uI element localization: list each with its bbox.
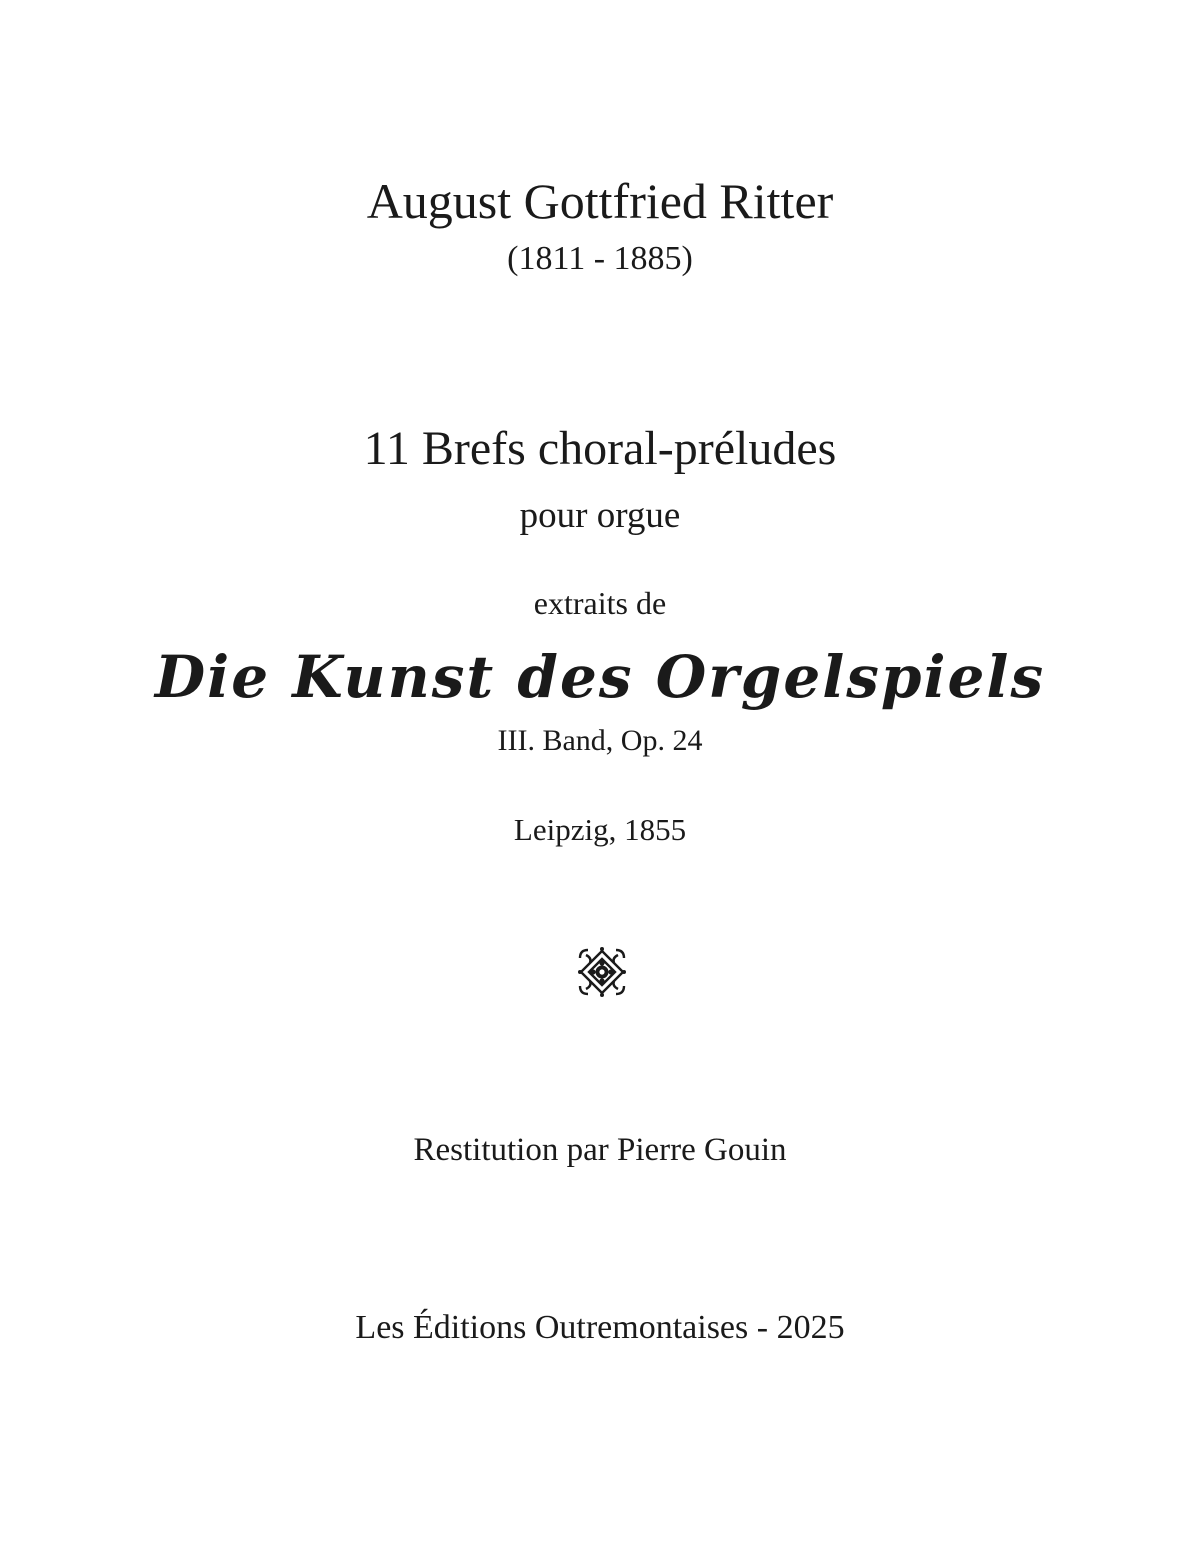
publication-place-date: Leipzig, 1855 [513, 812, 687, 847]
fleuron-ornament-icon [576, 946, 628, 998]
collection-title: 11 Brefs choral-préludes [363, 422, 837, 475]
publisher-line: Les Éditions Outremontaises - 2025 [355, 1309, 845, 1346]
composer-dates: (1811 - 1885) [507, 240, 693, 277]
instrument: pour orgue [519, 495, 681, 536]
source-work-title: Die Kunst des Orgelspiels [154, 643, 1046, 711]
restitution-credit: Restitution par Pierre Gouin [413, 1132, 787, 1168]
composer-name: August Gottfried Ritter [366, 173, 834, 229]
volume-opus: III. Band, Op. 24 [497, 724, 703, 757]
extracted-from-label: extraits de [533, 585, 667, 621]
